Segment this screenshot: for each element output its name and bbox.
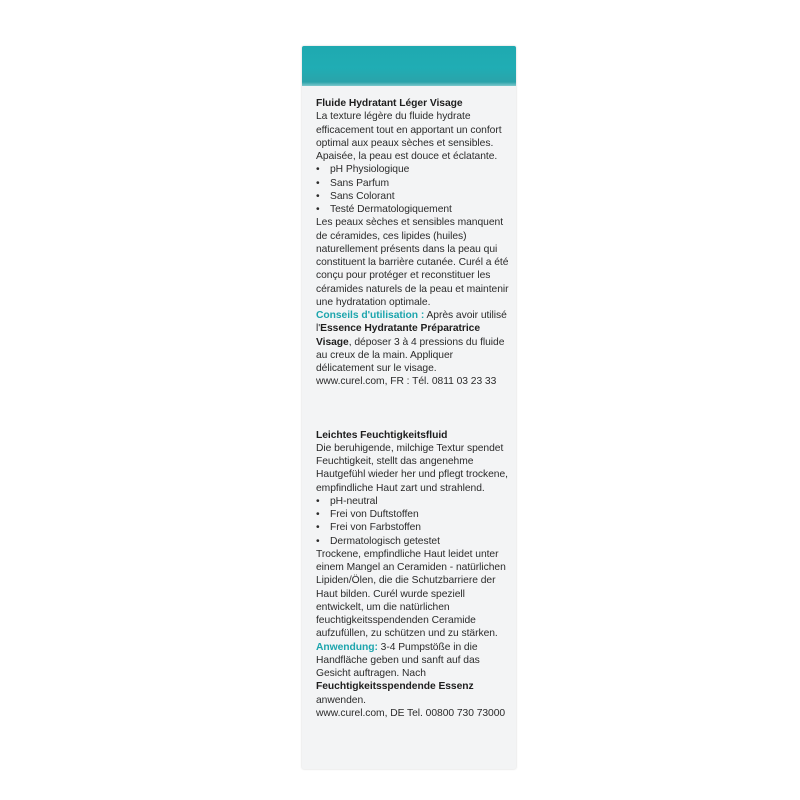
fr-bullet-item: • Sans Parfum [316, 177, 512, 190]
section-gap [316, 389, 512, 429]
de-contact: www.curel.com, DE Tel. 00800 730 73000 [316, 707, 506, 719]
fr-usage-post: , déposer 3 à 4 pressions du fluide au creux de la main. Appliquer délicatement sur le visage. [316, 336, 505, 374]
fr-body: Les peaux sèches et sensibles manquent de céramides, ces lipides (huiles) naturellement présents dans la peau qui constituent la barrière cutanée. Curél a été conçu pour protéger et reconstituer les céramides naturels de la peau et maintenir une hydratation optimale. [316, 217, 509, 308]
de-title: Leichtes Feuchtigkeitsfluid [316, 429, 448, 441]
fr-bullet-item: • Testé Dermatologiquement [316, 203, 512, 216]
fr-intro: La texture légère du fluide hydrate efficacement tout en apportant un confort optimal aux peaux sèches et sensibles. Apaisée, la peau est douce et éclatante. [316, 111, 502, 162]
de-bullet-item: • Dermatologisch getestet [316, 535, 512, 548]
label-text [316, 97, 512, 720]
fr-usage-product: Essence Hydratante Préparatrice Visage [316, 323, 481, 348]
box-cap-stripe [302, 46, 516, 86]
de-usage [316, 641, 512, 707]
fr-usage-label: Conseils d'utilisation : [316, 310, 425, 321]
fr-usage [316, 309, 512, 375]
fr-contact: www.curel.com, FR : Tél. 0811 03 23 33 [316, 376, 497, 388]
de-bullet-list [316, 495, 512, 548]
fr-bullet-list [316, 163, 512, 216]
de-intro: Die beruhigende, milchige Textur spendet Feuchtigkeit, stellt das angenehme Hautgefühl wieder her und pflegt trockene, empfindliche Haut zart und strahlend. [316, 442, 508, 494]
product-box [302, 46, 516, 769]
fr-bullet-item: • pH Physiologique [316, 163, 512, 176]
fr-bullet-item: • Sans Colorant [316, 190, 512, 203]
fr-title: Fluide Hydratant Léger Visage [316, 98, 463, 109]
de-usage-post: anwenden. [316, 694, 366, 706]
fr-usage-pre: Après avoir utilisé l' [316, 310, 507, 335]
de-usage-product: Feuchtigkeitsspendende Essenz [316, 681, 474, 693]
de-body: Trockene, empfindliche Haut leidet unter einem Mangel an Ceramiden - natürlichen Lipiden/Ölen, die die Schutzbarriere der Haut bilden. Curél wurde speziell entwickelt, um die natürlichen feuchtigkeitsspendenden Ceramide aufzufüllen, zu schützen und zu stärken. [316, 548, 506, 640]
de-bullet-item: • Frei von Duftstoffen [316, 508, 512, 521]
de-bullet-item: • pH-neutral [316, 495, 512, 508]
de-usage-pre: 3-4 Pumpstöße in die Handfläche geben und sanft auf das Gesicht auftragen. Nach [316, 641, 480, 679]
de-usage-label: Anwendung: [316, 641, 378, 653]
de-bullet-item: • Frei von Farbstoffen [316, 521, 512, 534]
